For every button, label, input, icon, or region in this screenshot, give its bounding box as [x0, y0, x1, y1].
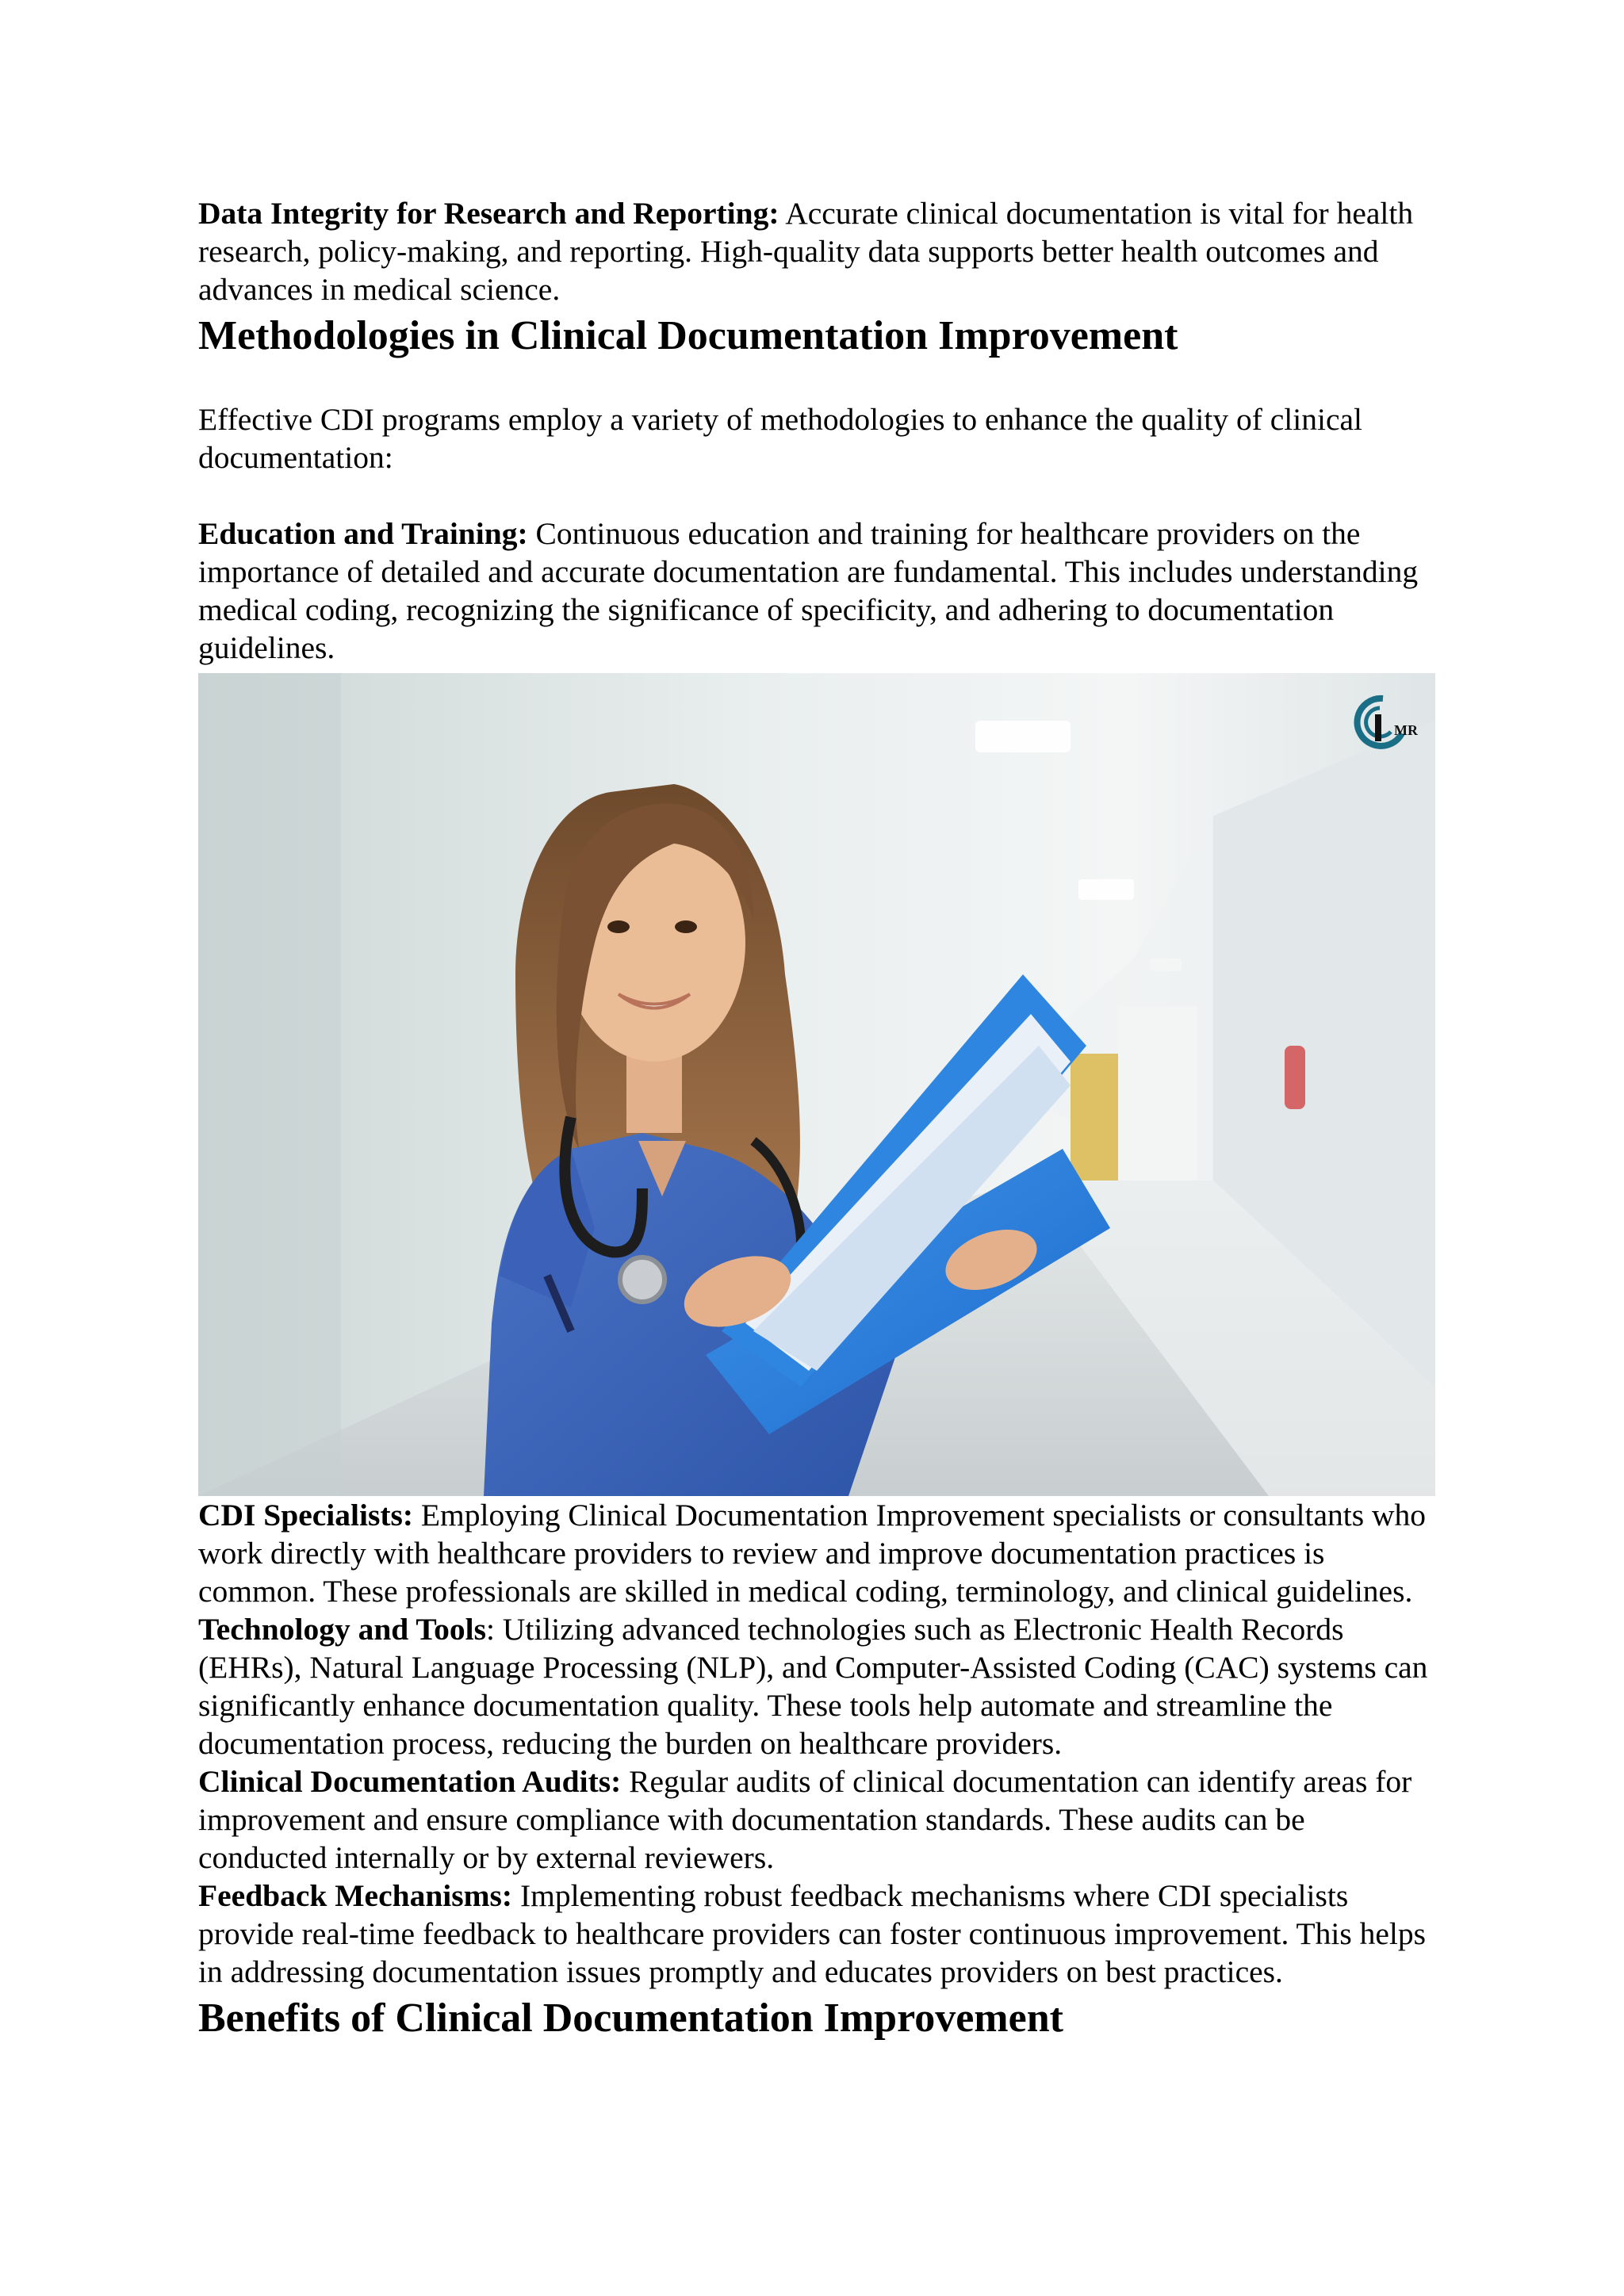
data-integrity-paragraph [198, 194, 1435, 308]
benefits-heading: Benefits of Clinical Documentation Improvement [198, 1996, 1063, 2041]
education-paragraph [198, 515, 1435, 667]
data-integrity-term: Data Integrity for Research and Reporting: [198, 196, 779, 231]
technology-term: Technology and Tools [198, 1612, 486, 1647]
cdi-specialists-text: Employing Clinical Documentation Improvement specialists or consultants who work directly with healthcare providers to review and improve documentation practices is common. These professionals are skilled in medical coding, terminology, and clinical guidelines. [198, 1498, 1426, 1609]
feedback-text: Implementing robust feedback mechanisms where CDI specialists provide real-time feedback to healthcare providers can foster continuous improvement. This helps in addressing documentation issues promptly and educates providers on best practices. [198, 1878, 1427, 1989]
education-text: Continuous education and training for healthcare providers on the importance of detailed and accurate documentation are fundamental. This includes understanding medical coding, recognizing the significance of specificity, and adhering to documentation guidelines. [198, 516, 1419, 665]
feedback-term: Feedback Mechanisms: [198, 1878, 513, 1913]
cdi-specialists-term: CDI Specialists: [198, 1498, 414, 1533]
technology-paragraph [198, 1610, 1435, 1762]
nurse-illustration [198, 673, 1435, 1496]
education-term: Education and Training: [198, 516, 528, 551]
imr-logo-icon [1345, 692, 1421, 751]
data-integrity-text: Accurate clinical documentation is vital for health research, policy-making, and reporting. High-quality data supports better health outcomes and advances in medical science. [198, 196, 1414, 307]
document-page [198, 194, 1435, 2043]
audits-text: Regular audits of clinical documentation can identify areas for improvement and ensure compliance with documentation standards. These audits can be conducted internally or by external reviewers. [198, 1764, 1412, 1875]
audits-paragraph [198, 1762, 1435, 1877]
cdi-specialists-paragraph [198, 1496, 1435, 1610]
feedback-paragraph [198, 1877, 1435, 1991]
logo-text: MR [1394, 722, 1418, 738]
technology-text: : Utilizing advanced technologies such as Electronic Health Records (EHRs), Natural Language Processing (NLP), and Computer-Assisted Coding (CAC) systems can significantly enhance documentation quality. These tools help automate and streamline the documentation process, reducing the burden on healthcare providers. [198, 1612, 1428, 1761]
audits-term: Clinical Documentation Audits: [198, 1764, 622, 1799]
intro-paragraph: Effective CDI programs employ a variety of methodologies to enhance the quality of clinical documentation: [198, 402, 1362, 475]
nurse-photo [198, 673, 1435, 1496]
methodologies-heading: Methodologies in Clinical Documentation Improvement [198, 313, 1178, 358]
